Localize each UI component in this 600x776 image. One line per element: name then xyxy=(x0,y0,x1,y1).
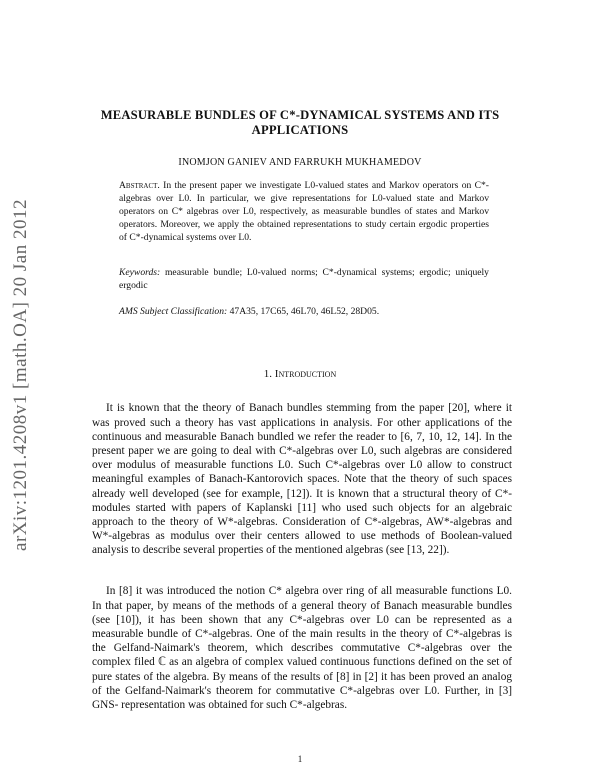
ams-classification xyxy=(119,306,489,319)
paper-title: MEASURABLE BUNDLES OF C*-DYNAMICAL SYSTEMS AND ITS APPLICATIONS xyxy=(100,108,500,137)
ams-label: AMS Subject Classification: xyxy=(119,306,228,317)
arxiv-id-text: arXiv:1201.4208v1 [math.OA] 20 Jan 2012 xyxy=(10,199,31,551)
abstract xyxy=(119,180,489,245)
section-heading xyxy=(80,368,520,380)
paper-authors: INOMJON GANIEV AND FARRUKH MUKHAMEDOV xyxy=(178,157,422,168)
keywords-text: measurable bundle; L0-valued norms; C*-dynamical systems; ergodic; uniquely ergodic xyxy=(119,267,489,291)
keywords-label: Keywords: xyxy=(119,267,161,278)
section-number: 1. xyxy=(263,368,273,380)
abstract-text: In the present paper we investigate L0-valued states and Markov operators on C*-algebras over L0. In particular, we give representations for L0-valued state and Markov operators on C* algebras over L0, respectively, as measurable bundles of states and Markov operators. Moreover, we apply the obtained representations to study certain ergodic properties of C*-dynamical systems over L0. xyxy=(119,180,489,243)
intro-paragraph-1: It is known that the theory of Banach bundles stemming from the paper [20], where it was proved such a theory has vast applications in analysis. For other applications of the continuous and measurable Banach bundled we refer the reader to [6, 7, 10, 12, 14]. In the present paper we are going to deal with C*-algebras over L0, such algebras are considered over modulus of measurable functions L0. Such C*-algebras over L0 allow to construct meaningful examples of Banach-Kantorovich spaces. Note that the theory of such spaces already well developed (see for example, [12]). It is known that a structural theory of C*-modules started with papers of Kaplanski [11] who used such objects for an algebraic approach to the theory of W*-algebras. Consideration of C*-algebras, AW*-algebras and W*-algebras as modulus over their centers allowed to use methods of Boolean-valued analysis to describe several properties of the mentioned algebras (see [13, 22]). xyxy=(92,402,512,557)
section-title: Introduction xyxy=(274,368,337,380)
page-number: 1 xyxy=(297,754,303,764)
intro-paragraph-2: In [8] it was introduced the notion C* algebra over ring of all measurable functions L0. In that paper, by means of the methods of a general theory of Banach measurable bundles (see [10]), it has been shown that any C*-algebras over L0 can be represented as a measurable bundle of C*-algebras. One of the main results in the theory of C*-algebras is the Gelfand-Naimark's theorem, which describes commutative C*-algebras over the complex filed ℂ as an algebra of complex valued continuous functions defined on the set of pure states of the algebra. By means of the results of [8] in [2] it has been proved an analog of the Gelfand-Naimark's theorem for commutative C*-algebras over L0. Further, in [3] GNS- representation was obtained for such C*-algebras. xyxy=(92,585,512,711)
arxiv-identifier xyxy=(6,180,36,570)
keywords xyxy=(119,267,489,293)
abstract-label: Abstract. xyxy=(119,180,160,191)
ams-text: 47A35, 17C65, 46L70, 46L52, 28D05. xyxy=(229,306,380,317)
